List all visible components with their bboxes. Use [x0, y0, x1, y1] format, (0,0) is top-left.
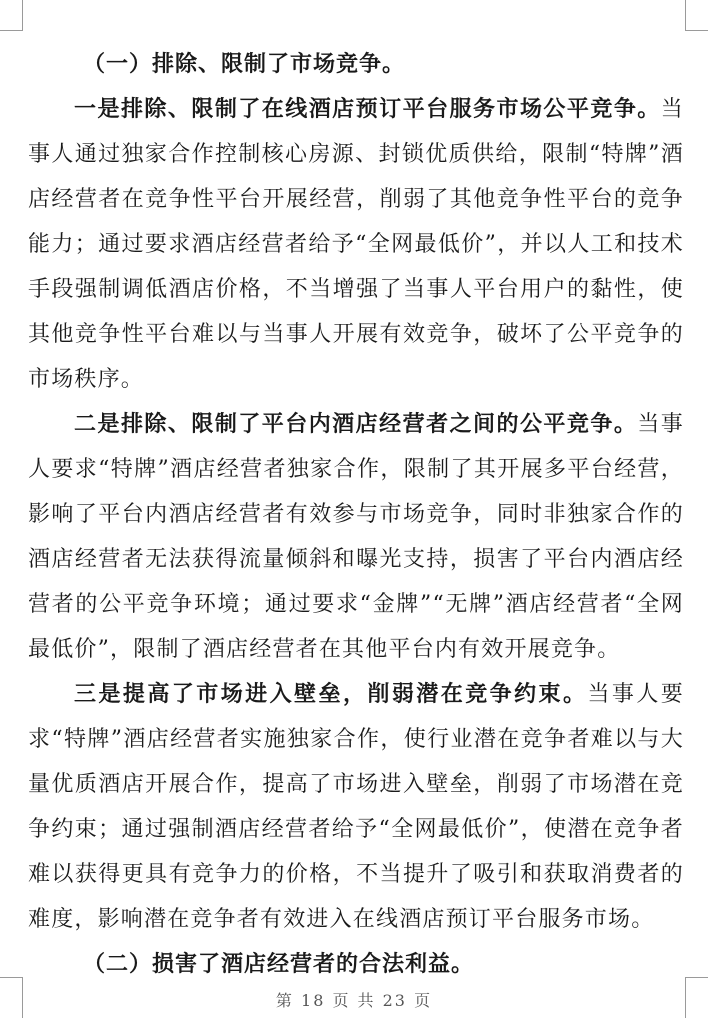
paragraph-3-body: 当事人要求“特牌”酒店经营者实施独家合作，使行业潜在竞争者难以与大量优质酒店开展合作，提高了市场进入壁垒，削弱了市场潜在竞争约束；通过强制酒店经营者给予“全网最低价”，使潜在竞争者难以获得更具有竞争力的价格，不当提升了吸引和获取消费者的难度，影响潜在竞争者有效进入在线酒店预订平台服务市场。: [28, 682, 685, 932]
paragraph-3-lead: 三是提高了市场进入壁垒，削弱潜在竞争约束。: [74, 681, 588, 707]
paragraph-1-lead: 一是排除、限制了在线酒店预订平台服务市场公平竞争。: [74, 96, 661, 122]
paragraph-2-lead: 二是排除、限制了平台内酒店经营者之间的公平竞争。: [74, 411, 638, 437]
crop-mark-top-right: [685, 0, 708, 31]
crop-mark-top-left: [0, 0, 23, 31]
paragraph-1: [28, 87, 684, 402]
paragraph-3: [28, 672, 684, 942]
paragraph-2-body: 当事人要求“特牌”酒店经营者独家合作，限制了其开展多平台经营，影响了平台内酒店经营者有效参与市场竞争，同时非独家合作的酒店经营者无法获得流量倾斜和曝光支持，损害了平台内酒店经营者的公平竞争环境；通过要求“金牌”“无牌”酒店经营者“全网最低价”，限制了酒店经营者在其他平台内有效开展竞争。: [28, 412, 684, 662]
section-heading-2: （二）损害了酒店经营者的合法利益。: [83, 951, 475, 977]
paragraph-1-body: 当事人通过独家合作控制核心房源、封锁优质供给，限制“特牌”酒店经营者在竞争性平台开展经营，削弱了其他竞争性平台的竞争能力；通过要求酒店经营者给予“全网最低价”，并以人工和技术手段强制调低酒店价格，不当增强了当事人平台用户的黏性，使其他竞争性平台难以与当事人开展有效竞争，破坏了公平竞争的市场秩序。: [28, 97, 684, 392]
page-number-footer: 第 18 页 共 23 页: [275, 991, 433, 1010]
document-body: [28, 42, 684, 987]
paragraph-2: [28, 402, 684, 672]
section-heading-1: （一）排除、限制了市场竞争。: [83, 51, 406, 77]
